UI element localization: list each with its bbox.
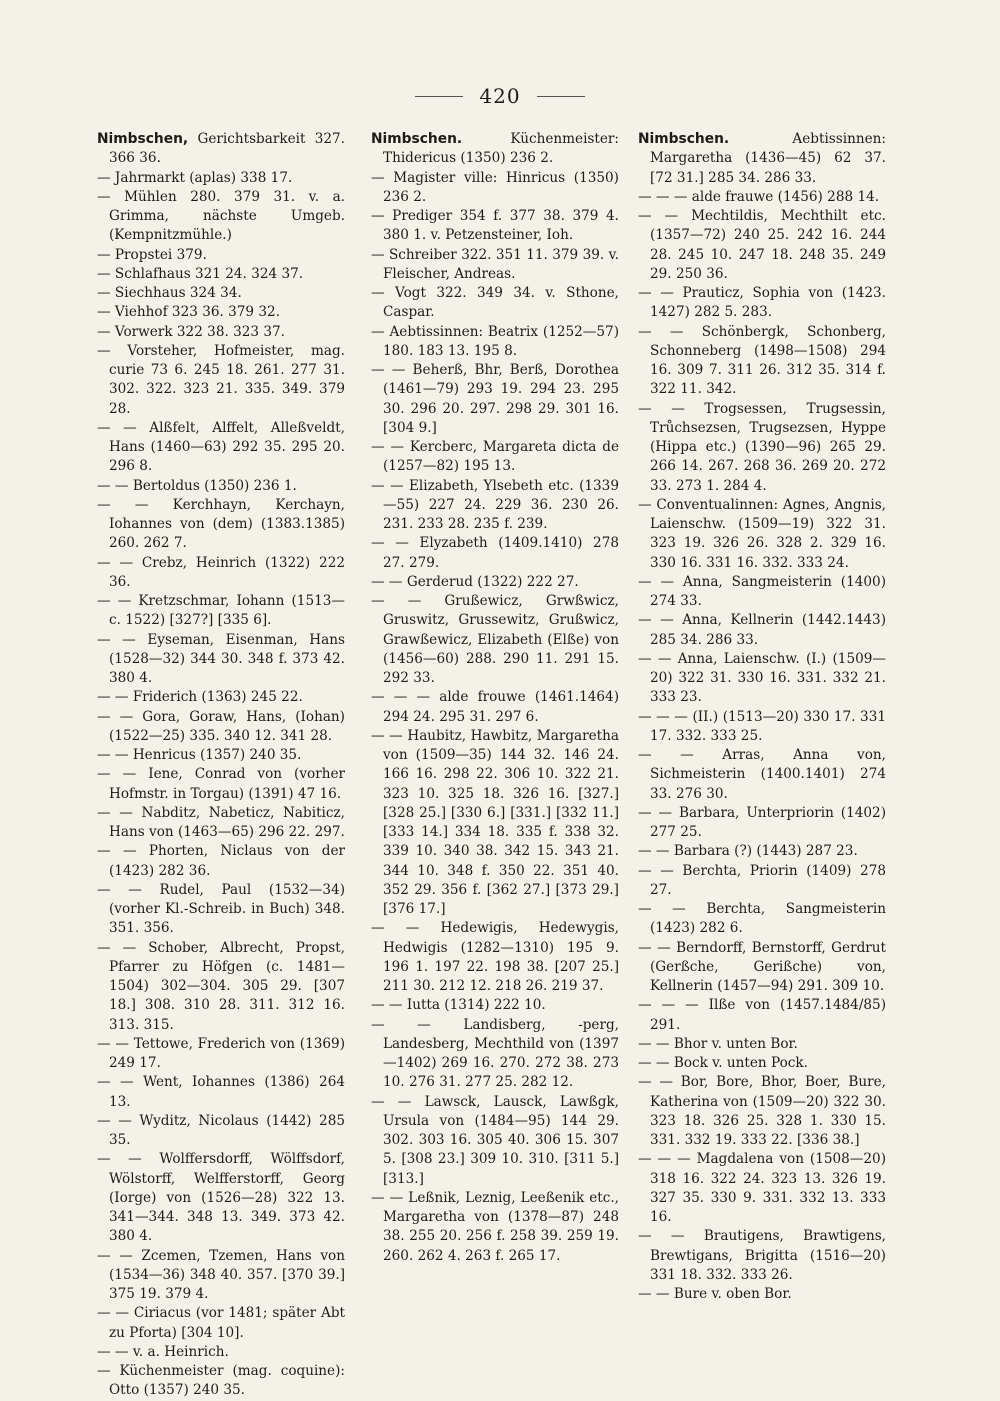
entry-text: — — — Ilße von (1457.1484/85) 291. <box>638 997 886 1033</box>
index-entry <box>97 939 345 1035</box>
entry-text: — Propstei 379. <box>97 246 207 263</box>
entry-text: — — Grußewicz, Grwßwicz, Gruswitz, Grussewitz, Grußwicz, Grawßewicz, Elizabeth (Elße) von (1456—60) 288. 290 11. 291 15. 292 33. <box>371 593 619 686</box>
index-column-1 <box>97 130 345 1401</box>
entry-text: — Schlafhaus 321 24. 324 37. <box>97 265 304 282</box>
index-entry <box>371 688 619 727</box>
entry-text: — — Haubitz, Hawbitz, Margaretha von (1509—35) 144 32. 146 24. 166 16. 298 22. 306 10. 322 21. 323 10. 325 18. 326 16. [327.] [328 25.] [330 6.] [331.] [332 11.] [333 14.] 334 18. 335 f. 338 32. 339 10. 340 38. 342 15. 343 21. 344 10. 348 f. 350 22. 351 40. 352 29. 356 f. [362 27.] [373 29.] [376 17.] <box>371 727 619 917</box>
index-entry <box>371 130 619 169</box>
entry-text: — — Eyseman, Eisenman, Hans (1528—32) 344 30. 348 f. 373 42. 380 4. <box>97 631 345 686</box>
header-rule-right <box>537 96 585 97</box>
entry-text: — — Henricus (1357) 240 35. <box>97 747 302 763</box>
entry-text: — — — alde frauwe (1456) 288 14. <box>638 188 880 205</box>
page-header <box>0 84 1000 108</box>
index-entry <box>97 842 345 881</box>
entry-text: — — Schober, Albrecht, Propst, Pfarrer zu Höfgen (c. 1481—1504) 302—304. 305 29. [307 18.] 308. 310 28. 311. 312 16. 313. 315. <box>97 939 345 1033</box>
entry-text: — — Wolffersdorff, Wölffsdorf, Wölstorff, Welfferstorff, Georg (Iorge) von (1526—28) 322 13. 341—344. 348 13. 349. 373 42. 380 4. <box>97 1151 345 1245</box>
entry-text: — Siechhaus 324 34. <box>97 285 242 301</box>
index-column-3 <box>638 130 886 1304</box>
index-entry <box>97 1247 345 1305</box>
index-entry <box>371 573 619 592</box>
entry-text: — — Leßnik, Leznig, Leeßenik etc., Margaretha von (1378—87) 248 38. 255 20. 256 f. 258 39. 259 19. 260. 262 4. 263 f. 265 17. <box>371 1189 619 1264</box>
entry-text: — — Mechtildis, Mechthilt etc. (1357—72) 240 25. 242 16. 244 28. 245 10. 247 18. 248 35. 249 29. 250 36. <box>638 208 886 282</box>
index-entry <box>97 688 345 707</box>
index-entry <box>97 477 345 496</box>
index-entry <box>97 1073 345 1112</box>
entry-text: — Küchenmeister (mag. coquine): Otto (1357) 240 35. <box>97 1363 345 1399</box>
index-entry <box>97 1304 345 1343</box>
entry-text: — — Barbara (?) (1443) 287 23. <box>638 843 858 860</box>
index-entry <box>638 708 886 747</box>
index-entry <box>638 939 886 997</box>
index-entry <box>371 1093 619 1189</box>
column-heading: Nimbschen. <box>371 131 463 147</box>
entry-text: — — Iene, Conrad von (vorher Hofmstr. in Torgau) (1391) 47 16. <box>97 766 345 802</box>
index-entry <box>97 765 345 804</box>
index-entry <box>97 169 345 188</box>
index-entry <box>371 361 619 438</box>
index-entry <box>97 708 345 747</box>
index-entry <box>371 919 619 996</box>
entry-text: — Prediger 354 f. 377 38. 379 4. 380 1. v. Petzensteiner, Ioh. <box>371 208 619 244</box>
index-entry <box>638 1227 886 1285</box>
page-number: 420 <box>479 84 521 108</box>
entry-text: — — Crebz, Heinrich (1322) 222 36. <box>97 554 345 590</box>
index-entry <box>638 188 886 207</box>
entry-text: — — Went, Iohannes (1386) 264 13. <box>97 1074 345 1110</box>
entry-text: — — — Magdalena von (1508—20) 318 16. 322 24. 323 13. 326 19. 327 35. 330 9. 331. 332 13. 333 16. <box>638 1151 886 1225</box>
index-entry <box>97 496 345 554</box>
entry-text: — — Alßfelt, Alffelt, Alleßveldt, Hans (1460—63) 292 35. 295 20. 296 8. <box>97 419 345 475</box>
index-entry <box>638 650 886 708</box>
index-entry <box>371 1189 619 1266</box>
entry-text: — — — (II.) (1513—20) 330 17. 331 17. 332. 333 25. <box>638 708 886 744</box>
entry-text: — Conventualinnen: Agnes, Angnis, Laienschw. (1509—19) 322 31. 323 19. 326 26. 328 2. 329 16. 330 16. 331 16. 332. 333 24. <box>638 496 886 571</box>
entry-text: — — Bertoldus (1350) 236 1. <box>97 477 297 494</box>
index-entry <box>638 900 886 939</box>
index-column-2 <box>371 130 619 1266</box>
entry-text: — — Prauticz, Sophia von (1423. 1427) 282 5. 283. <box>638 285 886 321</box>
index-entry <box>371 438 619 477</box>
entry-text: — — Friderich (1363) 245 22. <box>97 689 303 706</box>
entry-text: — — Lawsck, Lausck, Lawßgk, Ursula von (1484—95) 144 29. 302. 303 16. 305 40. 306 15. 307 5. [308 23.] 309 10. 310. [311 5.] [313.] <box>371 1093 619 1187</box>
index-entry <box>638 611 886 650</box>
index-entry <box>638 1073 886 1150</box>
entry-text: — — Bure v. oben Bor. <box>638 1286 792 1302</box>
index-entry <box>638 573 886 612</box>
entry-text: — Mühlen 280. 379 31. v. a. Grimma, nächste Umgeb. (Kempnitzmühle.) <box>97 188 345 244</box>
index-entry <box>638 323 886 400</box>
entry-text: — Jahrmarkt (aplas) 338 17. <box>97 169 293 186</box>
entry-text: — — Berndorff, Bernstorff, Gerdrut (Gerßche, Gerißche) von, Kellnerin (1457—94) 291. 309 10. <box>638 939 886 994</box>
index-entry <box>97 804 345 843</box>
index-entry <box>97 631 345 689</box>
entry-text: — — Tettowe, Frederich von (1369) 249 17. <box>97 1035 345 1071</box>
entry-text: — — Wyditz, Nicolaus (1442) 285 35. <box>97 1112 345 1148</box>
index-entry <box>638 1054 886 1073</box>
index-entry <box>371 1016 619 1093</box>
entry-text: — Vorwerk 322 38. 323 37. <box>97 323 285 340</box>
entry-text: — — Kretzschmar, Iohann (1513—c. 1522) [327?] [335 6]. <box>97 593 345 629</box>
index-entry <box>97 1362 345 1401</box>
entry-text: — — Berchta, Priorin (1409) 278 27. <box>638 862 886 898</box>
header-rule-left <box>415 96 463 97</box>
entry-text: — — Trogsessen, Trugsessin, Trůchsezsen, Trugsezsen, Hyppe (Hippa etc.) (1390—96) 265 29. 266 14. 267. 268 36. 269 20. 272 33. 273 1. 284 4. <box>638 400 886 494</box>
entry-text: — Aebtissinnen: Beatrix (1252—57) 180. 183 13. 195 8. <box>371 323 619 359</box>
entry-text: — — Beherß, Bhr, Berß, Dorothea (1461—79) 293 19. 294 23. 295 30. 296 20. 297. 298 29. 301 16. [304 9.] <box>371 362 619 436</box>
index-entry <box>638 804 886 843</box>
index-entry <box>638 400 886 496</box>
index-entry <box>371 477 619 535</box>
entry-text: — — Rudel, Paul (1532—34) (vorher Kl.-Schreib. in Buch) 348. 351. 356. <box>97 881 345 937</box>
entry-text: — Vogt 322. 349 34. v. Sthone, Caspar. <box>371 285 619 321</box>
column-heading: Nimbschen. <box>638 131 730 147</box>
index-entry <box>371 592 619 688</box>
index-entry <box>371 169 619 208</box>
index-entry <box>97 746 345 765</box>
entry-text: — — Zcemen, Tzemen, Hans von (1534—36) 348 40. 357. [370 39.] 375 19. 379 4. <box>97 1247 345 1302</box>
index-entry <box>638 130 886 188</box>
entry-text: — — Iutta (1314) 222 10. <box>371 997 546 1014</box>
index-entry <box>97 284 345 303</box>
index-entry <box>97 1343 345 1362</box>
entry-text: — — Elyzabeth (1409.1410) 278 27. 279. <box>371 535 619 571</box>
index-entry <box>97 1112 345 1151</box>
index-entry <box>97 1150 345 1246</box>
entry-text: — Magister ville: Hinricus (1350) 236 2. <box>371 169 619 205</box>
index-entry <box>97 188 345 246</box>
entry-text: — — Arras, Anna von, Sichmeisterin (1400.1401) 274 33. 276 30. <box>638 747 886 802</box>
entry-text: — — Elizabeth, Ylsebeth etc. (1339—55) 227 24. 229 36. 230 26. 231. 233 28. 235 f. 239. <box>371 477 619 532</box>
entry-text: — — Hedewigis, Hedewygis, Hedwigis (1282—1310) 195 9. 196 1. 197 22. 198 38. [207 25.] 211 30. 212 12. 218 26. 219 37. <box>371 920 619 994</box>
entry-text: — — Brautigens, Brawtigens, Brewtigans, Brigitta (1516—20) 331 18. 332. 333 26. <box>638 1228 886 1283</box>
index-entry <box>97 342 345 419</box>
index-entry <box>97 130 345 169</box>
entry-text: — — Nabditz, Nabeticz, Nabiticz, Hans von (1463—65) 296 22. 297. <box>97 804 345 840</box>
entry-text: — — Bor, Bore, Bhor, Boer, Bure, Katherina von (1509—20) 322 30. 323 18. 326 25. 328 1. 330 15. 331. 332 19. 333 22. [336 38.] <box>638 1074 886 1148</box>
entry-text: — — v. a. Heinrich. <box>97 1343 229 1360</box>
index-entry <box>371 323 619 362</box>
index-entry <box>638 1035 886 1054</box>
index-entry <box>638 996 886 1035</box>
entry-text: — — Phorten, Niclaus von der (1423) 282 36. <box>97 843 345 879</box>
entry-text: — — Schönbergk, Schonberg, Schonneberg (1498—1508) 294 16. 309 7. 311 26. 312 35. 314 f. 322 11. 342. <box>638 323 886 398</box>
entry-text: — — Anna, Laienschw. (I.) (1509—20) 322 31. 330 16. 331. 332 21. 333 23. <box>638 650 886 706</box>
entry-text: — Schreiber 322. 351 11. 379 39. v. Fleischer, Andreas. <box>371 246 619 282</box>
index-entry <box>638 496 886 573</box>
index-entry <box>638 1285 886 1304</box>
entry-text: — — Kercberc, Margareta dicta de (1257—82) 195 13. <box>371 439 619 475</box>
entry-text: — — Anna, Kellnerin (1442.1443) 285 34. 286 33. <box>638 612 886 648</box>
entry-text: — — Gora, Goraw, Hans, (Iohan) (1522—25) 335. 340 12. 341 28. <box>97 708 345 744</box>
index-entry <box>638 862 886 901</box>
index-entry <box>638 284 886 323</box>
index-entry <box>97 419 345 477</box>
column-heading: Nimbschen, <box>97 131 189 147</box>
index-entry <box>371 534 619 573</box>
index-entry <box>371 207 619 246</box>
entry-text: — Viehhof 323 36. 379 32. <box>97 304 281 321</box>
entry-text: — — Gerderud (1322) 222 27. <box>371 573 579 590</box>
index-entry <box>638 1150 886 1227</box>
index-entry <box>97 881 345 939</box>
index-entry <box>97 592 345 631</box>
entry-text: — — Landisberg, -perg, Landesberg, Mechthild von (1397—1402) 269 16. 270. 272 38. 273 10. 276 31. 277 25. 282 12. <box>371 1016 619 1091</box>
index-entry <box>97 554 345 593</box>
entry-text: — — Bock v. unten Pock. <box>638 1055 808 1071</box>
entry-text: Aebtissinnen: Margaretha (1436—45) 62 37. [72 31.] 285 34. 286 33. <box>650 131 886 186</box>
index-entry <box>371 246 619 285</box>
entry-text: — — Ciriacus (vor 1481; später Abt zu Pforta) [304 10]. <box>97 1305 345 1341</box>
entry-text: — — Barbara, Unterpriorin (1402) 277 25. <box>638 804 886 840</box>
index-entry <box>97 323 345 342</box>
entry-text: Gerichtsbarkeit 327. 366 36. <box>109 131 346 167</box>
entry-text: — — Anna, Sangmeisterin (1400) 274 33. <box>638 573 886 609</box>
index-entry <box>371 727 619 920</box>
index-entry <box>97 246 345 265</box>
index-entry <box>371 996 619 1015</box>
entry-text: — — Kerchhayn, Kerchayn, Iohannes von (dem) (1383.1385) 260. 262 7. <box>97 496 345 552</box>
index-entry <box>97 1035 345 1074</box>
entry-text: Küchenmeister: Thidericus (1350) 236 2. <box>383 131 619 167</box>
index-entry <box>638 746 886 804</box>
entry-text: — — Bhor v. unten Bor. <box>638 1035 798 1052</box>
index-entry <box>97 303 345 322</box>
index-entry <box>371 284 619 323</box>
entry-text: — — — alde frouwe (1461.1464) 294 24. 295 31. 297 6. <box>371 689 619 725</box>
entry-text: — — Berchta, Sangmeisterin (1423) 282 6. <box>638 901 886 937</box>
index-entry <box>638 207 886 284</box>
index-entry <box>97 265 345 284</box>
entry-text: — Vorsteher, Hofmeister, mag. curie 73 6. 245 18. 261. 277 31. 302. 322. 323 21. 335. 349. 379 28. <box>97 342 345 417</box>
index-entry <box>638 842 886 861</box>
